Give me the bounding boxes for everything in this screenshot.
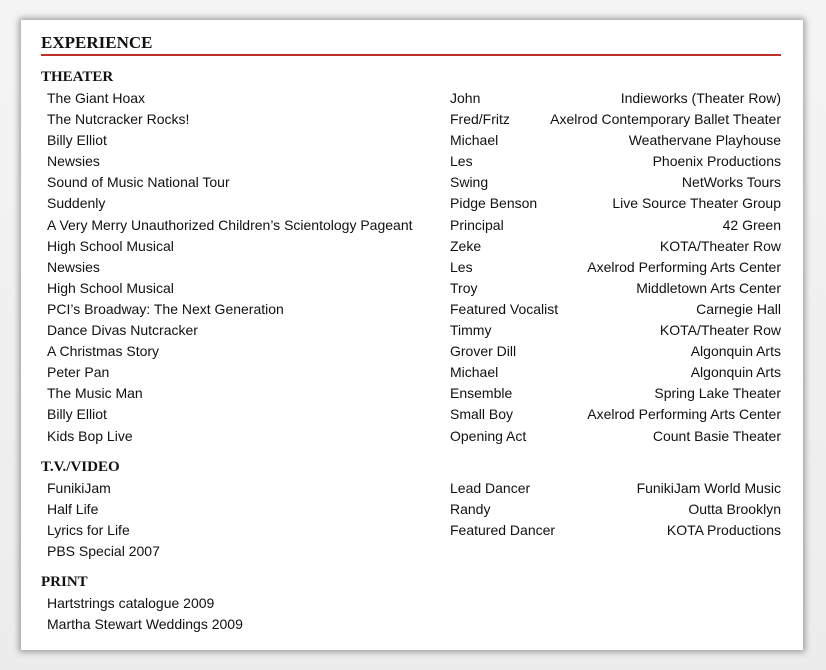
credit-row (41, 341, 781, 362)
role-name: Small Boy (450, 406, 514, 423)
production-title: Martha Stewart Weddings 2009 (47, 616, 243, 633)
venue-name: Outta Brooklyn (688, 500, 781, 517)
credit-row (41, 88, 781, 109)
role-name: Featured Dancer (450, 521, 556, 538)
credit-row (41, 383, 781, 404)
role-name: John (450, 90, 481, 106)
venue-name: Algonquin Arts (690, 343, 781, 360)
production-title: Newsies (47, 258, 100, 275)
venue-name: Axelrod Performing Arts Center (587, 258, 781, 275)
production-title: PBS Special 2007 (47, 542, 160, 559)
production-title: Lyrics for Life (47, 521, 130, 538)
credit-row (41, 426, 781, 447)
credit-row (41, 499, 781, 520)
venue-name: Algonquin Arts (690, 364, 781, 381)
production-title: FunikiJam (47, 479, 111, 496)
venue-name: Middletown Arts Center (636, 279, 781, 296)
venue-name: Indieworks (Theater Row) (620, 90, 781, 106)
production-title: The Nutcracker Rocks! (47, 111, 190, 128)
credit-row (41, 541, 781, 562)
role-name: Featured Vocalist (450, 300, 559, 317)
venue-name: Carnegie Hall (696, 300, 781, 317)
venue-name: Live Source Theater Group (612, 195, 781, 212)
credit-row (41, 614, 781, 635)
credit-row (41, 593, 781, 614)
production-title: Billy Elliot (47, 132, 107, 149)
credit-row (41, 172, 781, 193)
role-name: Pidge Benson (450, 195, 538, 212)
venue-name: Count Basie Theater (652, 427, 781, 444)
production-title: Dance Divas Nutcracker (47, 322, 198, 339)
role-name: Ensemble (450, 385, 513, 402)
venue-name: KOTA/Theater Row (659, 237, 781, 254)
section-heading: THEATER (41, 69, 114, 85)
production-title: Suddenly (47, 195, 106, 212)
role-name: Zeke (450, 237, 482, 254)
venue-name: KOTA Productions (666, 521, 781, 538)
production-title: The Giant Hoax (47, 90, 146, 106)
production-title: High School Musical (47, 237, 174, 254)
production-title: Hartstrings catalogue 2009 (47, 594, 215, 611)
production-title: PCI’s Broadway: The Next Generation (47, 300, 284, 317)
production-title: A Very Merry Unauthorized Children’s Scientology Pageant (47, 216, 413, 233)
production-title: A Christmas Story (47, 343, 160, 360)
tv-video-section (41, 457, 781, 562)
resume-page (21, 20, 803, 650)
venue-name: 42 Green (722, 216, 781, 233)
production-title: High School Musical (47, 279, 174, 296)
role-name: Grover Dill (450, 343, 517, 360)
credit-row (41, 278, 781, 299)
role-name: Les (450, 153, 473, 170)
production-title: The Music Man (47, 385, 143, 402)
role-name: Randy (450, 500, 491, 517)
experience-content (41, 32, 781, 635)
venue-name: KOTA/Theater Row (659, 322, 781, 339)
theater-section (41, 67, 781, 447)
credit-row (41, 257, 781, 278)
venue-name: Weathervane Playhouse (628, 132, 781, 149)
print-rows (41, 593, 781, 635)
role-name: Opening Act (450, 427, 527, 444)
credit-row (41, 130, 781, 151)
production-title: Billy Elliot (47, 406, 107, 423)
credit-row (41, 478, 781, 499)
credit-row (41, 236, 781, 257)
tv-video-rows (41, 478, 781, 562)
production-title: Kids Bop Live (47, 427, 133, 444)
role-name: Lead Dancer (450, 479, 531, 496)
role-name: Michael (450, 132, 499, 149)
credit-row (41, 299, 781, 320)
credit-row (41, 193, 781, 214)
role-name: Principal (450, 216, 504, 233)
production-title: Newsies (47, 153, 100, 170)
print-section (41, 572, 781, 635)
credit-row (41, 520, 781, 541)
production-title: Peter Pan (47, 364, 110, 381)
venue-name: Phoenix Productions (652, 153, 781, 170)
section-heading: PRINT (41, 573, 88, 590)
role-name: Timmy (450, 322, 492, 339)
venue-name: NetWorks Tours (681, 174, 781, 191)
credit-row (41, 362, 781, 383)
venue-name: FunikiJam World Music (636, 479, 781, 496)
credit-row (41, 404, 781, 425)
credit-row (41, 109, 781, 130)
venue-name: Axelrod Contemporary Ballet Theater (550, 111, 781, 128)
role-name: Swing (450, 174, 489, 191)
production-title: Sound of Music National Tour (47, 174, 230, 191)
venue-name: Spring Lake Theater (654, 385, 781, 402)
credit-row (41, 151, 781, 172)
role-name: Troy (450, 279, 478, 296)
experience-title: EXPERIENCE (41, 32, 781, 56)
role-name: Les (450, 258, 473, 275)
credit-row (41, 215, 781, 236)
venue-name: Axelrod Performing Arts Center (587, 406, 781, 423)
theater-rows (41, 88, 781, 447)
section-heading: T.V./VIDEO (41, 458, 120, 475)
role-name: Michael (450, 364, 499, 381)
production-title: Half Life (47, 500, 99, 517)
credit-row (41, 320, 781, 341)
role-name: Fred/Fritz (450, 111, 510, 128)
